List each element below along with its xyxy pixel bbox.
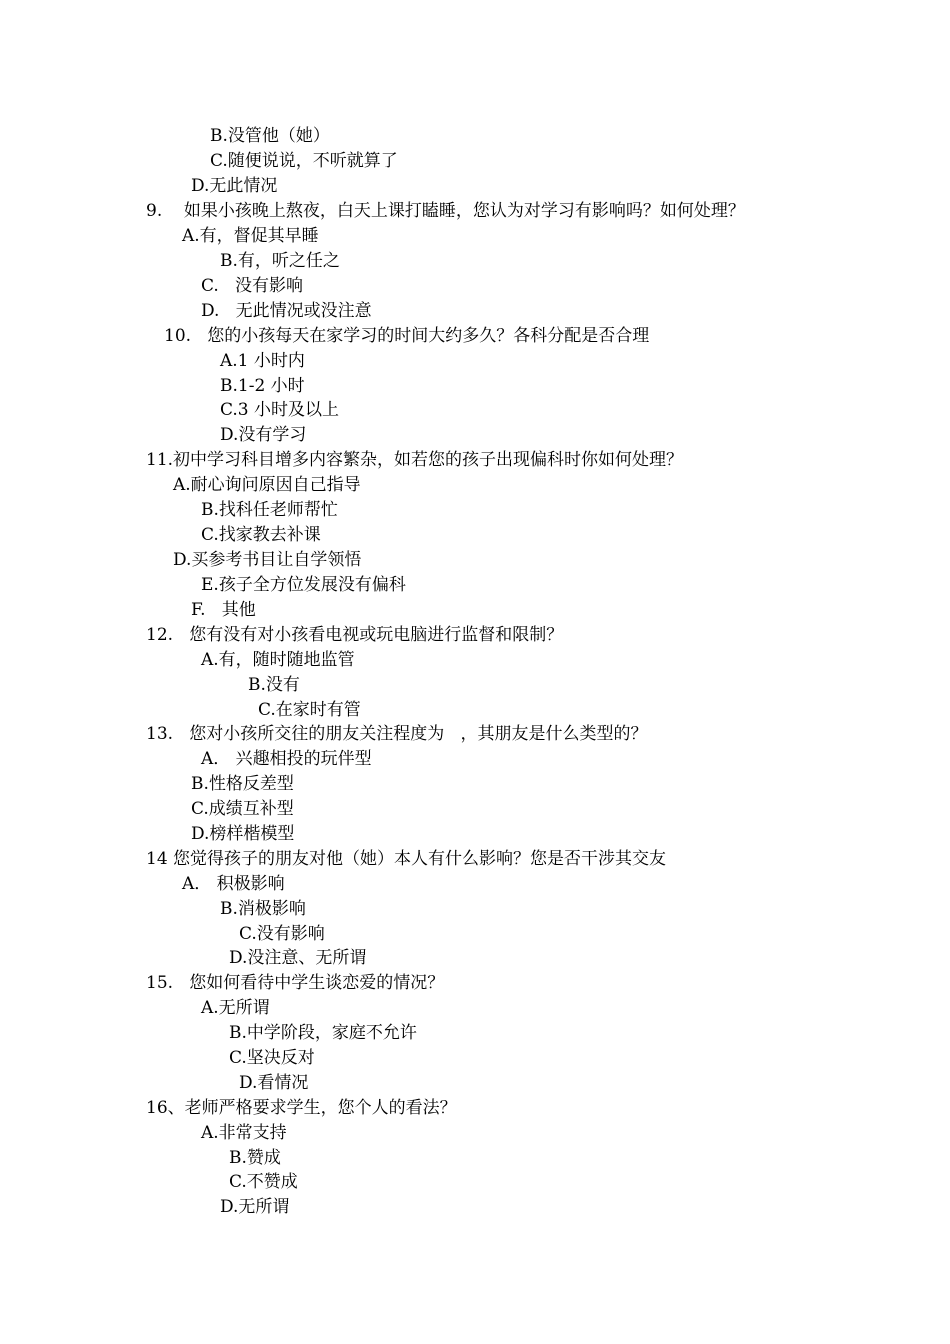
- question-15: 15. 您如何看待中学生谈恋爱的情况？: [146, 973, 445, 993]
- option-a-q15: A.无所谓: [201, 998, 270, 1018]
- option-a-q12: A.有，随时随地监管: [201, 650, 355, 670]
- option-b-q14: B.消极影响: [220, 899, 306, 919]
- option-b-q13: B.性格反差型: [191, 774, 294, 794]
- option-b-q12: B.没有: [248, 675, 300, 695]
- question-14: 14 您觉得孩子的朋友对他（她）本人有什么影响？您是否干涉其交友: [146, 849, 667, 869]
- option-c-q10: C.3 小时及以上: [220, 400, 340, 420]
- option-b-q9: B.有，听之任之: [220, 251, 340, 271]
- option-d-q16: D.无所谓: [220, 1197, 290, 1217]
- option-c-q8: C.随便说说，不听就算了: [210, 151, 398, 171]
- option-c-q9: C. 没有影响: [201, 276, 304, 296]
- option-d-q9: D. 无此情况或没注意: [201, 301, 372, 321]
- option-a-q9: A.有，督促其早睡: [182, 226, 319, 246]
- option-c-q16: C.不赞成: [229, 1172, 298, 1192]
- option-e-q11: E.孩子全方位发展没有偏科: [201, 575, 406, 595]
- option-c-q11: C.找家教去补课: [201, 525, 321, 545]
- option-c-q14: C.没有影响: [239, 924, 325, 944]
- option-d-q8: D.无此情况: [191, 176, 278, 196]
- option-b-q11: B.找科任老师帮忙: [201, 500, 338, 520]
- option-b-q16: B.赞成: [229, 1148, 281, 1168]
- option-b-q15: B.中学阶段，家庭不允许: [229, 1023, 417, 1043]
- option-c-q13: C.成绩互补型: [191, 799, 294, 819]
- option-b-q10: B.1-2 小时: [220, 376, 305, 396]
- option-d-q13: D.榜样楷模型: [191, 824, 295, 844]
- option-a-q14: A． 积极影响: [182, 874, 285, 894]
- option-c-q12: C.在家时有管: [258, 700, 361, 720]
- option-f-q11: F. 其他: [191, 600, 256, 620]
- question-13: 13. 您对小孩所交往的朋友关注程度为 ，其朋友是什么类型的？: [146, 724, 648, 744]
- option-d-q15: D.看情况: [239, 1073, 309, 1093]
- question-10: 10. 您的小孩每天在家学习的时间大约多久？各科分配是否合理: [164, 326, 650, 346]
- option-c-q15: C.坚决反对: [229, 1048, 315, 1068]
- option-a-q16: A.非常支持: [201, 1123, 287, 1143]
- question-11: 11.初中学习科目增多内容繁杂，如若您的孩子出现偏科时你如何处理？: [146, 450, 684, 470]
- option-d-q14: D.没注意、无所谓: [229, 948, 367, 968]
- option-a-q11: A.耐心询问原因自己指导: [173, 475, 361, 495]
- question-9: 9. 如果小孩晚上熬夜，白天上课打瞌睡，您认为对学习有影响吗？如何处理？: [146, 201, 745, 221]
- question-16: 16、老师严格要求学生，您个人的看法？: [146, 1098, 457, 1118]
- option-d-q11: D.买参考书目让自学领悟: [173, 550, 362, 570]
- option-d-q10: D.没有学习: [220, 425, 307, 445]
- option-a-q13: A． 兴趣相投的玩伴型: [201, 749, 372, 769]
- option-a-q10: A.1 小时内: [220, 351, 305, 371]
- question-12: 12. 您有没有对小孩看电视或玩电脑进行监督和限制？: [146, 625, 564, 645]
- option-b-q8: B.没管他（她）: [210, 126, 330, 146]
